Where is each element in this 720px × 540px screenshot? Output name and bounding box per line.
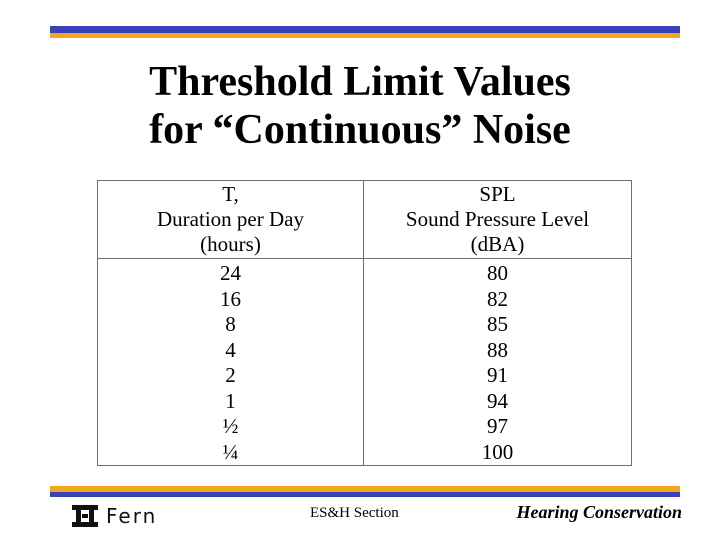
spl-cell: 91 bbox=[487, 363, 508, 387]
duration-column bbox=[98, 259, 364, 466]
slide-title bbox=[0, 58, 720, 154]
duration-cell: ½ bbox=[222, 414, 239, 438]
noise-limit-table bbox=[97, 180, 632, 466]
duration-header-line-3: (hours) bbox=[200, 232, 261, 256]
duration-cell: 1 bbox=[225, 388, 236, 413]
title-line-1: Threshold Limit Values bbox=[149, 59, 571, 105]
spl-header-line-2: Sound Pressure Level bbox=[405, 207, 590, 231]
duration-cell: 4 bbox=[225, 337, 236, 362]
duration-cell: 24 bbox=[220, 261, 241, 285]
spl-cell: 85 bbox=[487, 312, 508, 336]
duration-cell: 8 bbox=[225, 312, 236, 336]
logo-text: Fern bbox=[106, 504, 158, 528]
duration-cell: 2 bbox=[225, 363, 236, 387]
spl-header-line-3: (dBA) bbox=[470, 232, 525, 256]
footer-title: Hearing Conservation bbox=[516, 502, 682, 522]
spl-header bbox=[364, 181, 632, 259]
duration-cell: ¼ bbox=[222, 439, 239, 464]
duration-header-line-1: T, bbox=[222, 182, 239, 206]
spl-cell: 80 bbox=[487, 261, 508, 285]
footer-section-label: ES&H Section bbox=[310, 505, 399, 521]
table-body bbox=[98, 259, 632, 466]
spl-cell: 100 bbox=[481, 439, 514, 464]
table-header-row bbox=[98, 181, 632, 259]
spl-cell: 94 bbox=[487, 388, 508, 413]
spl-cell: 82 bbox=[487, 286, 508, 311]
fermilab-logo bbox=[70, 502, 157, 530]
fermilab-logo-icon bbox=[70, 503, 100, 529]
title-line-2: for “Continuous” Noise bbox=[149, 107, 571, 153]
top-orange-bar bbox=[50, 33, 680, 38]
spl-cell: 88 bbox=[487, 337, 508, 362]
duration-cell: 16 bbox=[220, 286, 241, 311]
bottom-blue-bar bbox=[50, 492, 680, 497]
spl-column bbox=[364, 259, 632, 466]
spl-cell: 97 bbox=[487, 414, 508, 438]
duration-header-line-2: Duration per Day bbox=[157, 207, 304, 231]
top-blue-bar bbox=[50, 26, 680, 33]
duration-header bbox=[98, 181, 364, 259]
spl-header-line-1: SPL bbox=[479, 182, 516, 206]
